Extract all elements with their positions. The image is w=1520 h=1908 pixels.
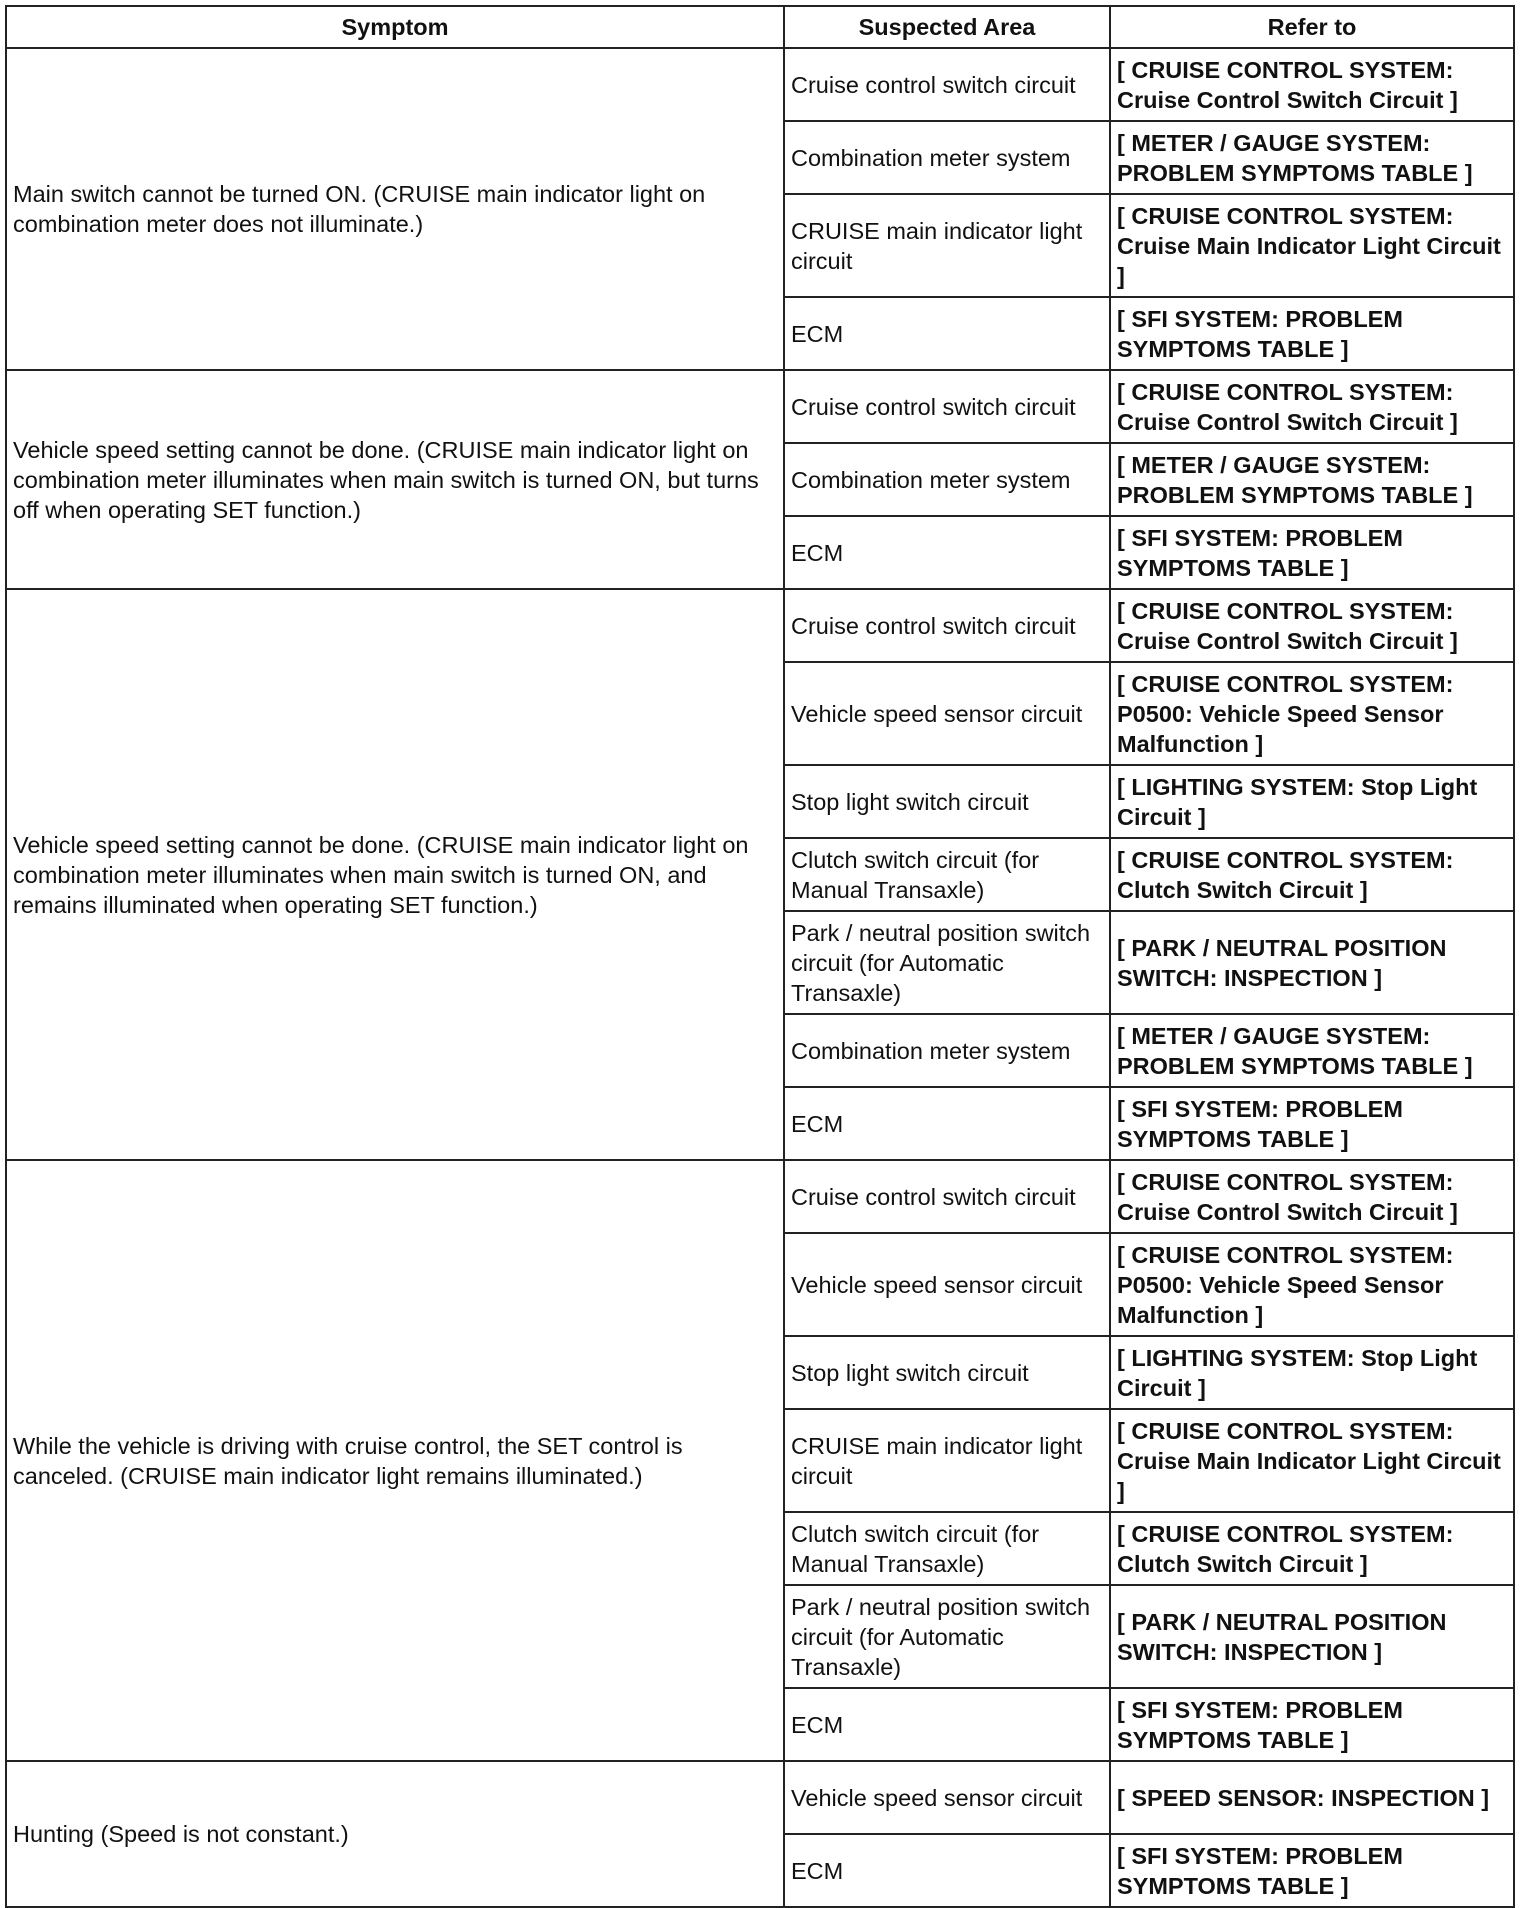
suspected-area-cell: Cruise control switch circuit — [784, 370, 1110, 443]
refer-to-link[interactable]: [ SFI SYSTEM: PROBLEM SYMPTOMS TABLE ] — [1110, 1834, 1514, 1907]
table-row — [6, 1761, 1514, 1834]
suspected-area-cell: CRUISE main indicator light circuit — [784, 194, 1110, 297]
suspected-area-cell: Cruise control switch circuit — [784, 48, 1110, 121]
table-row — [6, 589, 1514, 662]
refer-to-link[interactable]: [ PARK / NEUTRAL POSITION SWITCH: INSPECTION ] — [1110, 1585, 1514, 1688]
suspected-area-cell: CRUISE main indicator light circuit — [784, 1409, 1110, 1512]
suspected-area-cell: Vehicle speed sensor circuit — [784, 1233, 1110, 1336]
refer-to-link[interactable]: [ PARK / NEUTRAL POSITION SWITCH: INSPECTION ] — [1110, 911, 1514, 1014]
refer-to-link[interactable]: [ CRUISE CONTROL SYSTEM: Cruise Control Switch Circuit ] — [1110, 1160, 1514, 1233]
suspected-area-cell: Combination meter system — [784, 1014, 1110, 1087]
table-row — [6, 48, 1514, 121]
header-symptom: Symptom — [6, 6, 784, 48]
suspected-area-cell: Stop light switch circuit — [784, 765, 1110, 838]
suspected-area-cell: Clutch switch circuit (for Manual Transaxle) — [784, 1512, 1110, 1585]
symptom-cell: Vehicle speed setting cannot be done. (CRUISE main indicator light on combination meter illuminates when main switch is turned ON, and remains illuminated when operating SET function.) — [6, 589, 784, 1160]
suspected-area-cell: Clutch switch circuit (for Manual Transaxle) — [784, 838, 1110, 911]
refer-to-link[interactable]: [ SFI SYSTEM: PROBLEM SYMPTOMS TABLE ] — [1110, 1087, 1514, 1160]
refer-to-link[interactable]: [ CRUISE CONTROL SYSTEM: P0500: Vehicle Speed Sensor Malfunction ] — [1110, 662, 1514, 765]
suspected-area-cell: Stop light switch circuit — [784, 1336, 1110, 1409]
refer-to-link[interactable]: [ CRUISE CONTROL SYSTEM: Clutch Switch Circuit ] — [1110, 1512, 1514, 1585]
refer-to-link[interactable]: [ CRUISE CONTROL SYSTEM: Clutch Switch Circuit ] — [1110, 838, 1514, 911]
suspected-area-cell: Combination meter system — [784, 443, 1110, 516]
suspected-area-cell: ECM — [784, 516, 1110, 589]
refer-to-link[interactable]: [ METER / GAUGE SYSTEM: PROBLEM SYMPTOMS TABLE ] — [1110, 121, 1514, 194]
symptom-cell: While the vehicle is driving with cruise control, the SET control is canceled. (CRUISE main indicator light remains illuminated.) — [6, 1160, 784, 1761]
refer-to-link[interactable]: [ CRUISE CONTROL SYSTEM: Cruise Main Indicator Light Circuit ] — [1110, 1409, 1514, 1512]
suspected-area-cell: ECM — [784, 297, 1110, 370]
suspected-area-cell: Vehicle speed sensor circuit — [784, 662, 1110, 765]
symptom-cell: Main switch cannot be turned ON. (CRUISE main indicator light on combination meter does not illuminate.) — [6, 48, 784, 370]
table-row — [6, 370, 1514, 443]
suspected-area-cell: Cruise control switch circuit — [784, 1160, 1110, 1233]
refer-to-link[interactable]: [ CRUISE CONTROL SYSTEM: Cruise Control Switch Circuit ] — [1110, 48, 1514, 121]
suspected-area-cell: Park / neutral position switch circuit (for Automatic Transaxle) — [784, 911, 1110, 1014]
suspected-area-cell: ECM — [784, 1834, 1110, 1907]
refer-to-link[interactable]: [ CRUISE CONTROL SYSTEM: Cruise Control Switch Circuit ] — [1110, 589, 1514, 662]
suspected-area-cell: Cruise control switch circuit — [784, 589, 1110, 662]
suspected-area-cell: Park / neutral position switch circuit (for Automatic Transaxle) — [784, 1585, 1110, 1688]
refer-to-link[interactable]: [ SFI SYSTEM: PROBLEM SYMPTOMS TABLE ] — [1110, 297, 1514, 370]
refer-to-link[interactable]: [ LIGHTING SYSTEM: Stop Light Circuit ] — [1110, 1336, 1514, 1409]
refer-to-link[interactable]: [ CRUISE CONTROL SYSTEM: Cruise Main Indicator Light Circuit ] — [1110, 194, 1514, 297]
table-row — [6, 1160, 1514, 1233]
refer-to-link[interactable]: [ SFI SYSTEM: PROBLEM SYMPTOMS TABLE ] — [1110, 1688, 1514, 1761]
refer-to-link[interactable]: [ CRUISE CONTROL SYSTEM: Cruise Control Switch Circuit ] — [1110, 370, 1514, 443]
header-suspected-area: Suspected Area — [784, 6, 1110, 48]
problem-symptoms-table — [5, 5, 1515, 1908]
refer-to-link[interactable]: [ METER / GAUGE SYSTEM: PROBLEM SYMPTOMS TABLE ] — [1110, 443, 1514, 516]
refer-to-link[interactable]: [ METER / GAUGE SYSTEM: PROBLEM SYMPTOMS TABLE ] — [1110, 1014, 1514, 1087]
refer-to-link[interactable]: [ SFI SYSTEM: PROBLEM SYMPTOMS TABLE ] — [1110, 516, 1514, 589]
refer-to-link[interactable]: [ LIGHTING SYSTEM: Stop Light Circuit ] — [1110, 765, 1514, 838]
suspected-area-cell: Combination meter system — [784, 121, 1110, 194]
suspected-area-cell: Vehicle speed sensor circuit — [784, 1761, 1110, 1834]
table-header-row — [6, 6, 1514, 48]
header-refer-to: Refer to — [1110, 6, 1514, 48]
suspected-area-cell: ECM — [784, 1688, 1110, 1761]
symptom-cell: Hunting (Speed is not constant.) — [6, 1761, 784, 1907]
refer-to-link[interactable]: [ CRUISE CONTROL SYSTEM: P0500: Vehicle Speed Sensor Malfunction ] — [1110, 1233, 1514, 1336]
symptom-cell: Vehicle speed setting cannot be done. (CRUISE main indicator light on combination meter illuminates when main switch is turned ON, but turns off when operating SET function.) — [6, 370, 784, 589]
refer-to-link[interactable]: [ SPEED SENSOR: INSPECTION ] — [1110, 1761, 1514, 1834]
suspected-area-cell: ECM — [784, 1087, 1110, 1160]
